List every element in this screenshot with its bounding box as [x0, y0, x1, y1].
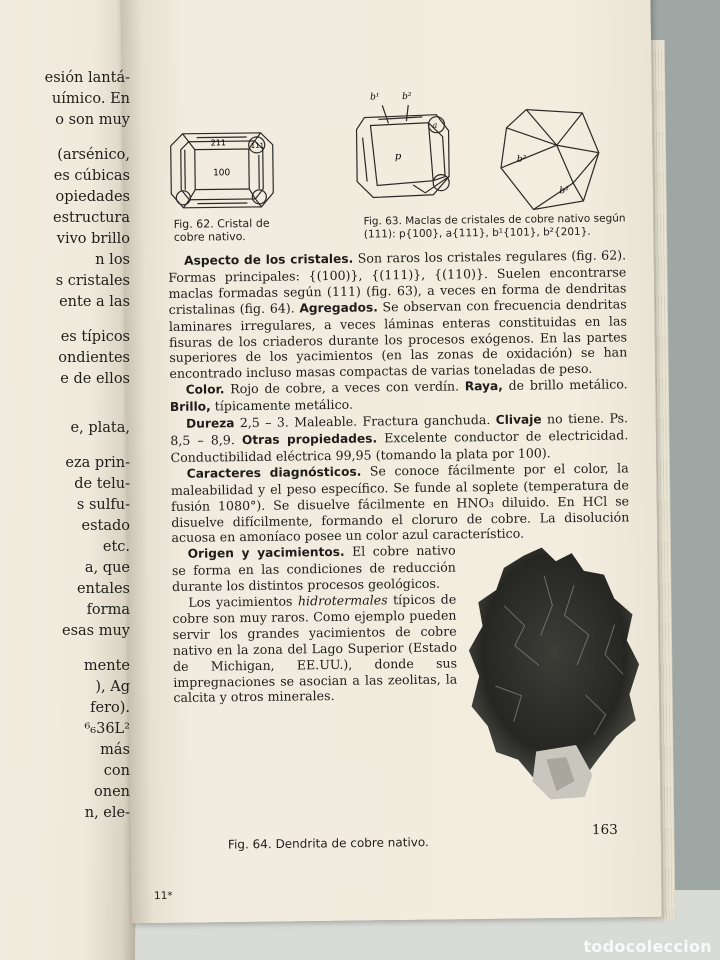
left-page-line: entales — [76, 581, 130, 597]
fig62-label-111: 111 — [250, 141, 265, 150]
text-dureza: 2,5 – 3. Maleable. Fractura ganchuda. — [234, 412, 496, 431]
fig62-label-211: 211 — [210, 138, 227, 148]
left-page-line: n, ele- — [84, 805, 130, 821]
fig63-label-b2-bottom: b² — [559, 186, 569, 197]
left-page-line — [0, 404, 130, 418]
left-page-line: opiedades — [55, 189, 130, 205]
left-page-line: s cristales — [55, 273, 130, 289]
left-page-line — [0, 390, 130, 404]
text-color: Rojo de cobre, a veces con verdín. — [224, 378, 465, 397]
left-page-line: n los — [95, 252, 130, 268]
paragraph-color — [170, 377, 628, 416]
left-page-line: mente — [83, 658, 130, 674]
left-page-line: onen — [94, 784, 130, 800]
text-brillo: típicamente metálico. — [210, 396, 354, 414]
heading-color: Color. — [185, 382, 225, 398]
heading-raya: Raya, — [464, 379, 503, 394]
left-page-line: etc. — [102, 539, 130, 555]
watermark-logo: todocoleccion — [583, 937, 712, 956]
left-page-line: fero). — [90, 700, 130, 716]
left-page-line — [0, 439, 130, 453]
signature-mark: 11* — [153, 889, 173, 903]
left-page-line: más — [100, 742, 130, 758]
left-page-line: (arsénico, — [57, 147, 130, 163]
heading-dureza: Dureza — [186, 416, 235, 431]
fig63-label-b1: b¹ — [370, 92, 380, 103]
left-page-line: e, plata, — [70, 420, 130, 436]
paragraph-caracteres — [171, 460, 630, 546]
heading-origen: Origen y yacimientos. — [187, 545, 345, 562]
paragraph-dureza — [170, 410, 629, 465]
left-page-line: eza prin- — [65, 455, 130, 471]
left-page-line: e de ellos — [60, 371, 130, 387]
left-page-text — [0, 68, 130, 824]
left-page-line: estado — [81, 518, 130, 534]
heading-brillo: Brillo, — [169, 399, 211, 415]
heading-clivaje: Clivaje — [495, 412, 542, 428]
left-page-line: vivo brillo — [56, 231, 130, 247]
fig63-twin-crystal-drawing — [352, 85, 454, 211]
fig62-caption: Fig. 62. Cristal de cobre nativo. — [173, 216, 270, 244]
fig63-caption: Fig. 63. Maclas de cristales de cobre nativo según (111): p{100}, a{111}, b¹{101}, b²{201}. — [363, 212, 626, 241]
text-yacimientos-a: Los yacimientos — [188, 593, 298, 610]
body-text — [168, 247, 632, 706]
text-origen: El cobre nativo se forma en las condiciones de reducción durante los distintos procesos geológicos. — [171, 542, 456, 595]
text-agregados: Se observan con frecuencia dendritas laminares irregulares, a veces láminas enteras constituidas en las fisuras de los criaderos durante los procesos exógenos. En las partes superiores de los yacimientos (en las zonas de oxidación) se han encontrado incluso masas compactas de varias toneladas de peso. — [168, 296, 628, 382]
left-page-line: ⁶₆36L² — [84, 721, 130, 737]
page-content — [166, 82, 633, 805]
left-page-line: s sulfu- — [76, 497, 130, 513]
text-otras: Excelente conductor de electricidad. Conductibilidad eléctrica 99,95 (tomando la plata por 100). — [170, 427, 629, 465]
fig62-label-100: 100 — [212, 168, 231, 179]
left-page-line: de telu- — [74, 476, 130, 492]
fig63-label-p: p — [394, 151, 402, 163]
left-page-line — [0, 313, 130, 327]
left-page-line — [0, 642, 130, 656]
left-page-line: es cúbicas — [53, 168, 130, 184]
left-page-line: ), Ag — [95, 679, 130, 695]
left-page-line — [0, 131, 130, 145]
left-page-line: es típicos — [60, 329, 130, 345]
fig63-label-b2: b² — [402, 92, 412, 103]
text-caracteres: Se conoce fácilmente por el color, la maleabilidad y el peso específico. Se funde al soplete (temperatura de fusión 1080°). Se disuelve fácilmente en HNO₃ diluido. En HCl se disuelve difícilmente, formando el cloruro de cobre. La disolución acuosa en amoníaco posee un color azul característico. — [170, 460, 630, 546]
left-page-line: o son muy — [55, 112, 130, 128]
left-page-line: con — [103, 763, 130, 779]
left-page-line: ondientes — [58, 350, 130, 366]
figure-row — [166, 82, 626, 253]
text-hidrotermales: hidrotermales — [297, 592, 388, 609]
page-number: 163 — [591, 821, 618, 839]
text-aspecto: Son raros los cristales regulares (fig. 62). Formas principales: {(100)}, {(111)}, {(110)}. Suelen encontrarse maclas formadas según (111) (fig. 63), a veces en forma de dendritas cristalinas (fig. 64). — [168, 247, 627, 317]
fig62-crystal-drawing — [166, 115, 277, 216]
left-page-line: a, que — [84, 560, 130, 576]
fig64-caption: Fig. 64. Dendrita de cobre nativo. — [227, 835, 429, 852]
heading-caracteres: Caracteres diagnósticos. — [186, 464, 362, 481]
paragraph-aspecto — [168, 247, 628, 382]
fig63-label-b2-top: b² — [516, 154, 527, 165]
heading-agregados: Agregados. — [299, 300, 378, 316]
heading-aspecto: Aspecto de los cristales. — [184, 251, 354, 268]
heading-otras: Otras propiedades. — [241, 431, 378, 448]
left-page-line: uímico. En — [51, 91, 130, 107]
fig63-polyhedron-drawing — [496, 105, 601, 214]
left-page-line: estructura — [53, 210, 130, 226]
text-raya: de brillo metálico. — [502, 376, 628, 394]
fig63-label-a: a — [432, 120, 438, 130]
left-page-line: ente a las — [59, 294, 130, 310]
left-page-line: esión lantá- — [44, 70, 130, 86]
wrap-area — [172, 541, 632, 707]
text-yacimientos-b: típicos de cobre son muy raros. Como ejemplo pueden servir los grandes yacimientos de cobre nativo en la zona del Lago Superior (Estado de Michigan, EE.UU.), donde sus impregnaciones se asocian a las zeolitas, la calcita y otros minerales. — [172, 591, 458, 706]
left-page-line: forma — [86, 602, 130, 618]
text-clivaje: no tiene. Ps. 8,5 – 8,9. — [170, 410, 629, 448]
dendrite-photo — [464, 545, 645, 802]
left-page-line: esas muy — [62, 623, 130, 639]
